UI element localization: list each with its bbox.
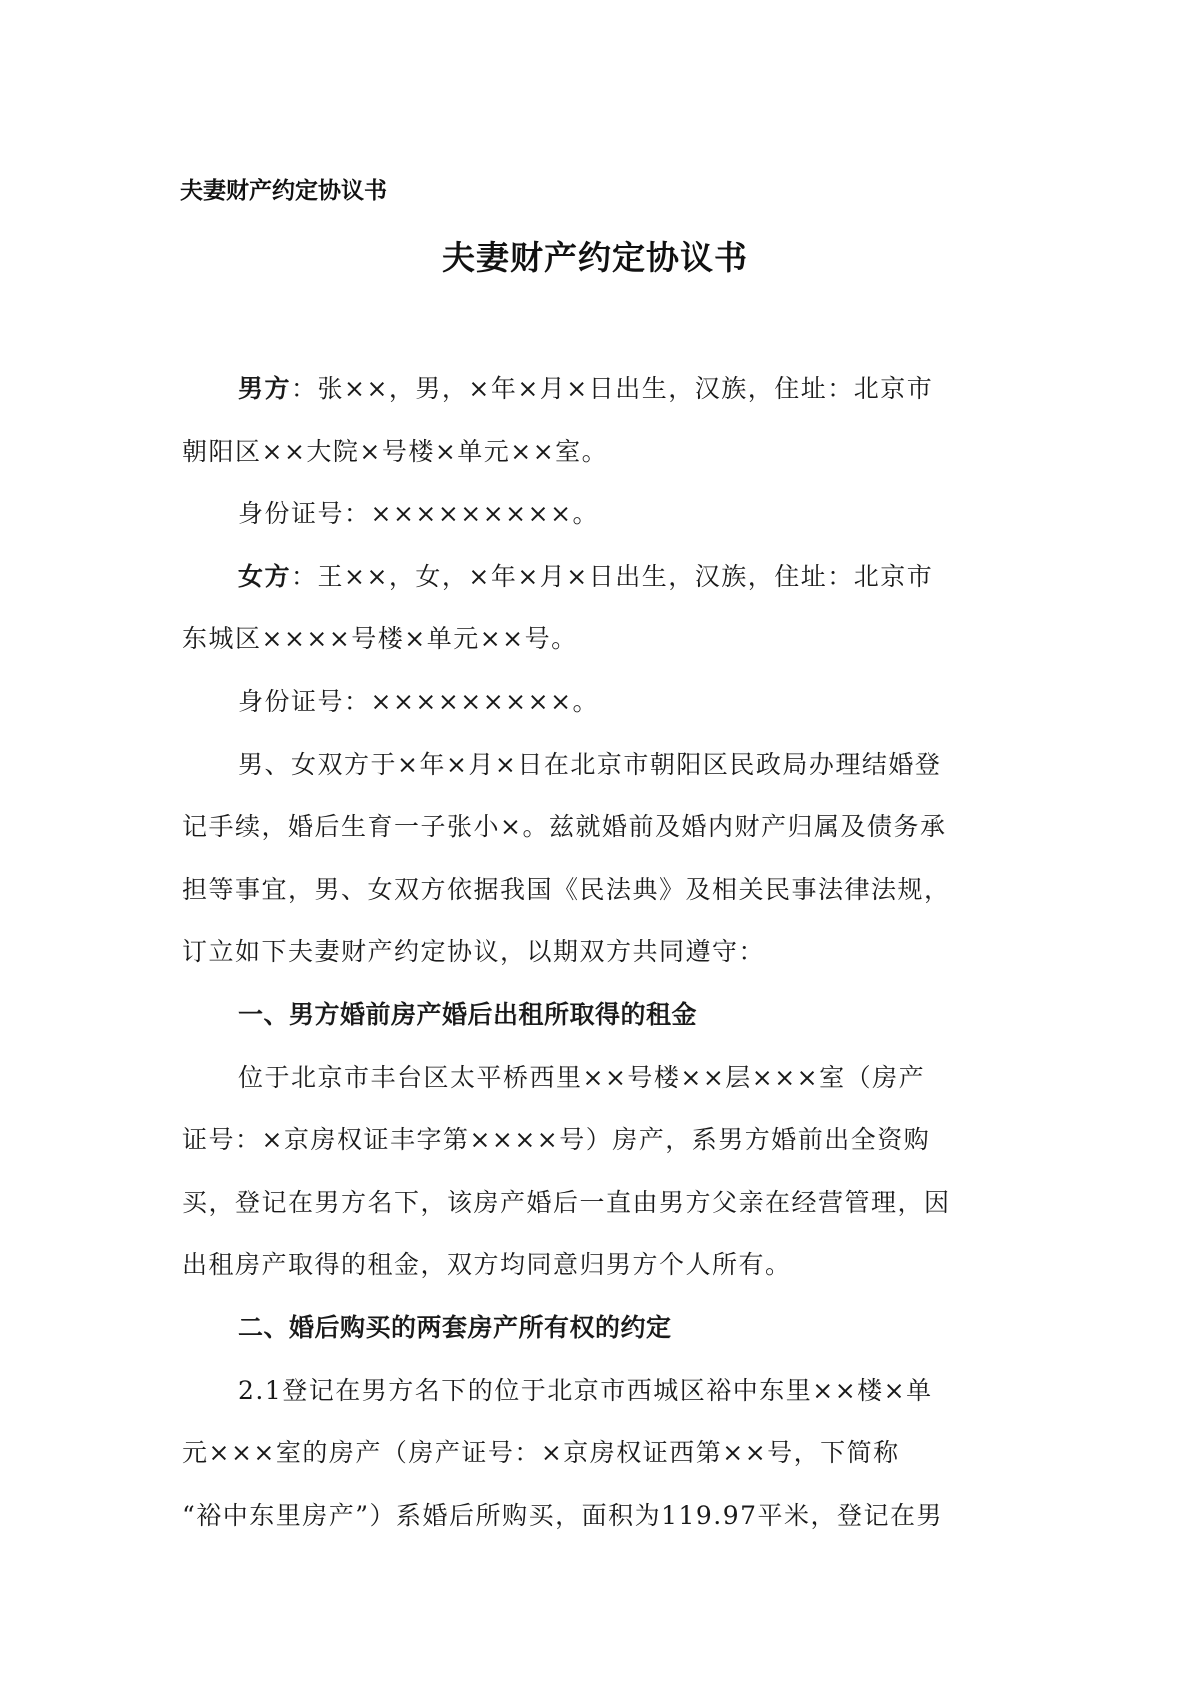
section-line: 买，登记在男方名下，该房产婚后一直由男方父亲在经营管理，因 [182, 1187, 951, 1217]
section-heading: 一、男方婚前房产婚后出租所取得的租金 [238, 999, 698, 1029]
male-party-details: ：张××，男，×年×月×日出生，汉族，住址：北京市 [291, 374, 934, 403]
document-label: 夫妻财产约定协议书 [180, 178, 387, 204]
female-party-label: 女方 [238, 561, 292, 591]
female-id-line: 身份证号：×××××××××。 [238, 686, 600, 716]
document-body [182, 358, 1012, 1547]
section-heading: 二、婚后购买的两套房产所有权的约定 [238, 1312, 672, 1342]
female-party-line-1 [182, 546, 1012, 609]
preamble-line: 订立如下夫妻财产约定协议，以期双方共同遵守： [182, 937, 766, 967]
section-line: 位于北京市丰台区太平桥西里××号楼××层×××室（房产 [238, 1062, 926, 1092]
preamble-line: 担等事宜，男、女双方依据我国《民法典》及相关民事法律法规， [182, 874, 951, 904]
male-id-line: 身份证号：×××××××××。 [238, 499, 600, 529]
preamble-line: 记手续，婚后生育一子张小×。兹就婚前及婚内财产归属及债务承 [182, 812, 947, 842]
section-line: 证号：×京房权证丰字第××××号）房产，系男方婚前出全资购 [182, 1125, 931, 1155]
male-party-label: 男方 [238, 374, 292, 403]
male-party-line-1 [182, 358, 1012, 421]
section-line: 2.1登记在男方名下的位于北京市西城区裕中东里××楼×单 [238, 1375, 933, 1405]
document-title: 夫妻财产约定协议书 [442, 238, 748, 277]
female-party-line-2: 东城区××××号楼×单元××号。 [182, 624, 578, 654]
female-party-details: ：王××，女，×年×月×日出生，汉族，住址：北京市 [291, 561, 934, 591]
preamble-line: 男、女双方于×年×月×日在北京市朝阳区民政局办理结婚登 [238, 749, 942, 779]
section-line: 出租房产取得的租金，双方均同意归男方个人所有。 [182, 1250, 792, 1280]
male-party-line-2: 朝阳区××大院×号楼×单元××室。 [182, 436, 609, 466]
section-line: 元×××室的房产（房产证号：×京房权证西第××号，下简称 [182, 1438, 900, 1468]
section-line: “裕中东里房产”）系婚后所购买，面积为119.97平米，登记在男 [182, 1500, 944, 1530]
